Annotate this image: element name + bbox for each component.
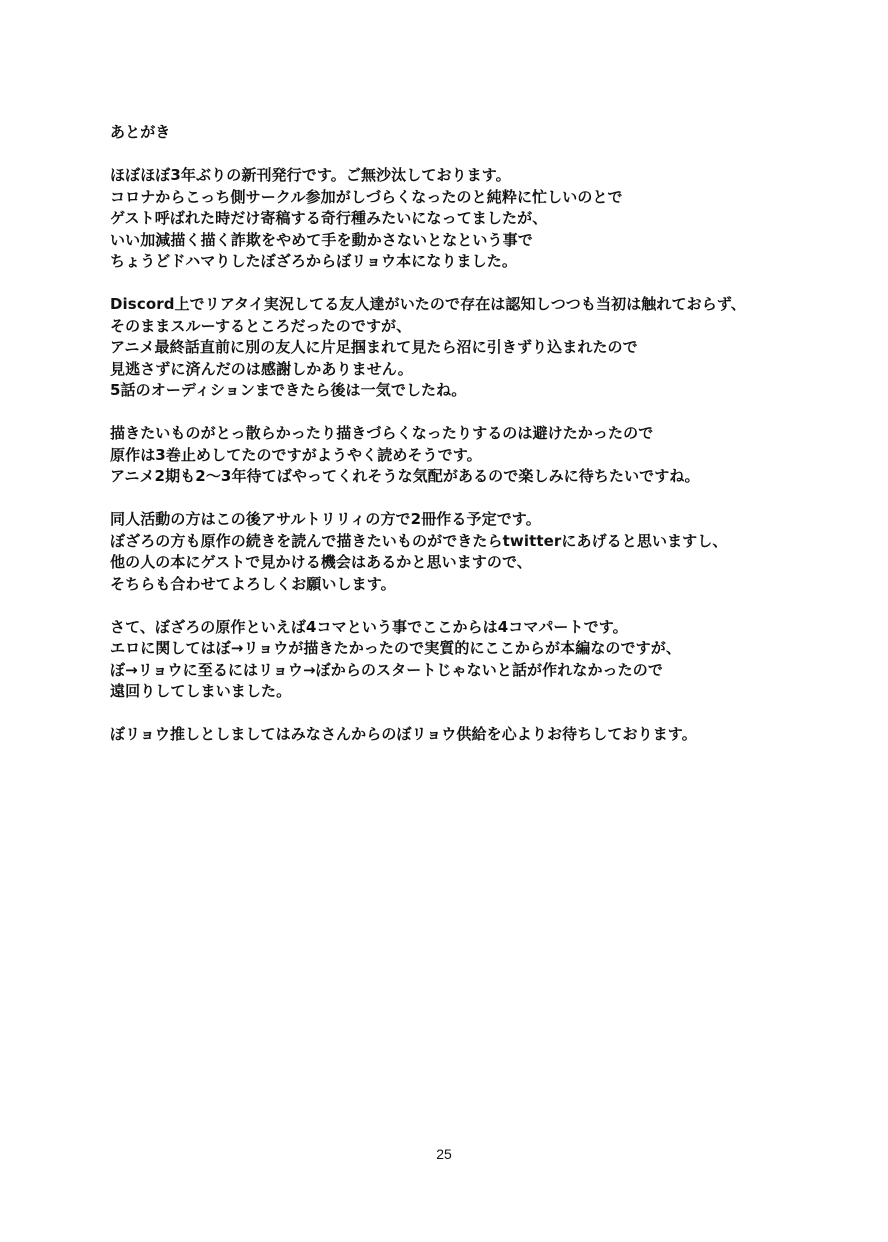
- text-line: ぼ→リョウに至るにはリョウ→ぼからのスタートじゃないと話が作れなかったので: [110, 660, 663, 679]
- text-line: エロに関してはぼ→リョウが描きたかったので実質的にここからが本編なのですが、: [110, 639, 681, 657]
- text-line: 5話のオーディションまできたら後は一気でしたね。: [110, 381, 467, 399]
- text-line: そのままスルーするところだったのですが、: [110, 316, 412, 335]
- text-line: ゲスト呼ばれた時だけ寄稿する奇行種みたいになってましたが、: [110, 209, 548, 227]
- text-line: Discord上でリアタイ実況してる友人達がいたので存在は認知しつつも当初は触れておらず、: [110, 295, 746, 313]
- afterword-text: [110, 122, 810, 767]
- page-number: 25: [436, 1146, 452, 1162]
- paragraph-1: [110, 165, 810, 273]
- text-line: ぼリョウ推しとしましてはみなさんからのぼリョウ供給を心よりお待ちしております。: [110, 725, 697, 743]
- text-line: 描きたいものがとっ散らかったり描きづらくなったりするのは避けたかったので: [110, 424, 654, 442]
- text-line: ほぼほぼ3年ぶりの新刊発行です。ご無沙汰しております。: [110, 166, 511, 184]
- paragraph-4: [110, 509, 810, 595]
- text-line: 見逃さずに済んだのは感謝しかありません。: [110, 359, 413, 378]
- text-line: 同人活動の方はこの後アサルトリリィの方で2冊作る予定です。: [110, 510, 541, 528]
- text-line: さて、ぼざろの原作といえば4コマという事でここからは4コマパートです。: [110, 617, 628, 636]
- text-line: そちらも合わせてよろしくお願いします。: [110, 574, 396, 593]
- paragraph-6: [110, 724, 810, 746]
- text-line: アニメ2期も2〜3年待てばやってくれそうな気配があるので楽しみに待ちたいですね。: [110, 467, 700, 485]
- paragraph-3: [110, 423, 810, 488]
- text-line: 原作は3巻止めしてたのですがようやく読めそうです。: [110, 445, 482, 464]
- paragraph-2: [110, 294, 810, 402]
- text-line: ぼざろの方も原作の続きを読んで描きたいものができたらtwitterにあげると思いますし、: [110, 531, 728, 550]
- text-line: アニメ最終話直前に別の友人に片足掴まれて見たら沼に引きずり込まれたので: [110, 338, 638, 356]
- text-line: 遠回りしてしまいました。: [110, 682, 292, 700]
- text-line: いい加減描く描く詐欺をやめて手を動かさないとなという事で: [110, 230, 533, 249]
- text-line: 他の人の本にゲストで見かける機会はあるかと思いますので、: [110, 553, 532, 571]
- text-line: ちょうどドハマりしたぼざろからぼリョウ本になりました。: [110, 252, 517, 270]
- text-line: コロナからこっち側サークル参加がしづらくなったのと純粋に忙しいのとで: [110, 187, 623, 206]
- afterword-heading: あとがき: [110, 123, 171, 141]
- paragraph-5: [110, 617, 810, 703]
